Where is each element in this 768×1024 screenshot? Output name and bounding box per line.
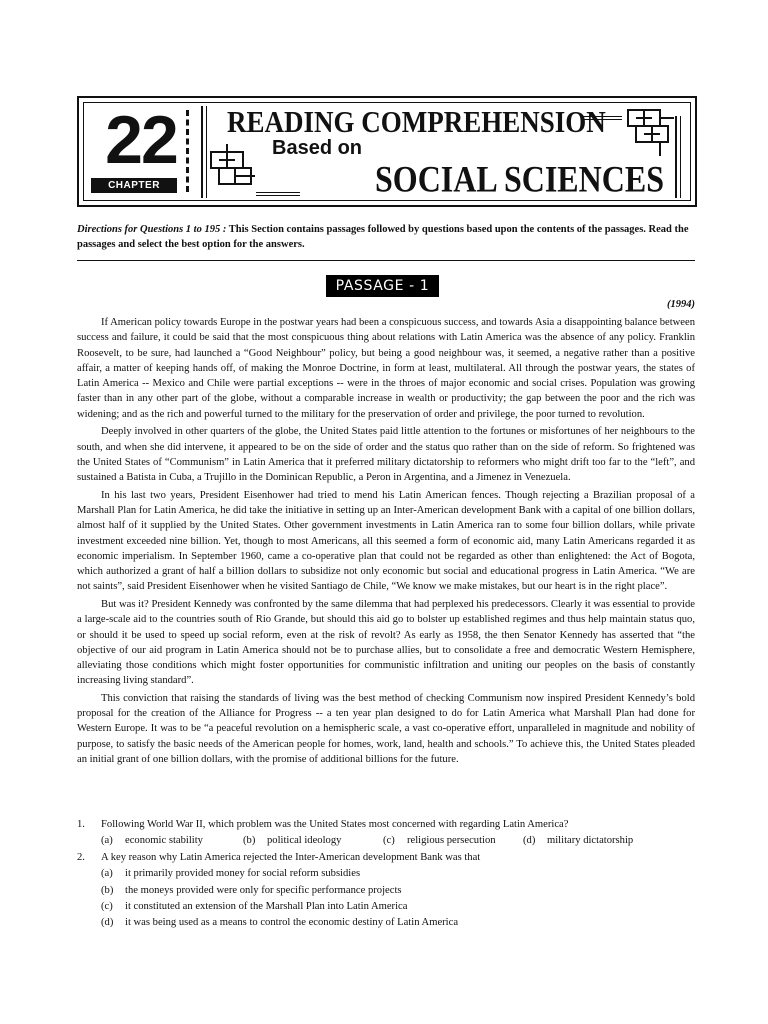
passage-paragraph: If American policy towards Europe in the postwar years had been a conspicuous success, and towards Asia a disappointing balance between success and failure, it could be said that the most conspicuous thing about relations with Latin America was the absence of any policy. Franklin Roosevelt, to be sure, had launched a “Good Neighbour” policy, but being a good neighbour was, it seemed, a negative rather than a positive affair, a matter of keeping hands off, of making the Monroe Doctrine, in form at least, multilateral. All through the postwar years, the states of Latin America -- Mexico and Chile were partial exceptions -- were in the throes of major economic and social crises. Population was growing faster than in any other part of the globe, without a comparable increase in wealth or productivity; the gap between the poor and the rich was widening; and as the rich and powerful turned to the military for the preservation of order and privilege, the poor turned to revolution.	[77, 317, 695, 420]
passage-paragraph: This conviction that raising the standards of living was the best method of checking Communism now inspired President Kennedy’s bold proposal for the creation of the Alliance for Progress -- a ten year plan designed to do for Latin America what Marshall Plan had done for Western Europe. It was to be “a peaceful revolution on a hemispheric scale, a vast co-operative effort, unparalleled in magnitude and nobility of purpose, to satisfy the basic needs of the American people for homes, work, land, health and schools.” To achieve this, the United States pleaded an initial grant of one billion dollars, with the promise of additional billions for the future.	[77, 692, 695, 766]
option-list	[77, 833, 695, 849]
passage-label: PASSAGE - 1	[326, 275, 439, 297]
option-text: the moneys provided were only for specific performance projects	[125, 884, 402, 896]
directions-lead: Directions for Questions 1 to 195 :	[77, 224, 227, 235]
option-letter: (d)	[101, 917, 114, 929]
decor-line	[680, 116, 681, 198]
chapter-number: 22	[105, 102, 177, 178]
option-item[interactable]	[77, 915, 695, 931]
title-reading-comprehension: READING COMPREHENSION	[227, 104, 606, 139]
directions-text: This Section contains passages followed by questions based upon the contents of the passages. Read the passages and select the best option for the answers.	[77, 224, 689, 250]
decor-line	[256, 192, 300, 193]
option-item[interactable]	[523, 833, 633, 849]
passage-body	[77, 315, 695, 770]
passage-paragraph: But was it? President Kennedy was confronted by the same dilemma that had perplexed his predecessors. Clearly it was essential to provide a large-scale aid to the countries south of Rio Grande, but should this aid go to bolster up established regimes and thus help maintain status quo, or should it be used to speed up social reform, even at the risk of revolt? As early as 1958, the then Senator Kennedy has asserted that “the objective of our aid program in Latin America should not be to purchase allies, but to consolidate a free and democratic Western Hemisphere, alleviating those conditions which might foster opportunities for communistic infiltration and uniting our peoples on the basis of constantly increasing living standard”.	[77, 598, 695, 687]
chapter-label: CHAPTER	[91, 178, 177, 193]
option-letter: (b)	[101, 884, 114, 896]
question-number: 2.	[77, 851, 85, 863]
title-social-sciences: SOCIAL SCIENCES	[375, 158, 664, 200]
option-letter: (a)	[101, 835, 113, 847]
dashed-divider	[186, 110, 189, 192]
option-text: political ideology	[267, 835, 342, 847]
question-item	[77, 817, 695, 833]
question-number: 1.	[77, 819, 85, 830]
divider-rule	[77, 260, 695, 261]
option-text: religious persecution	[407, 835, 496, 847]
option-item[interactable]	[77, 883, 695, 899]
option-letter: (c)	[101, 901, 113, 913]
questions	[77, 817, 695, 932]
option-item[interactable]	[383, 833, 523, 849]
question-text: Following World War II, which problem was the United States most concerned with regarding Latin America?	[101, 819, 569, 830]
option-text: economic stability	[125, 835, 203, 847]
passage-paragraph: In his last two years, President Eisenhower had tried to mend his Latin American fences. Though rejecting a Brazilian proposal of a Marshall Plan for Latin America, he did take the initiative in setting up an Inter-American development Bank with a capital of one billion dollars, almost half of it supplied by the United States. Other government investments in Latin America ran to some four billion dollars, while private investment exceeded nine billion. Yet, though to most Americans, all this seemed a form of economic aid, many Latin Americans regarded it as economic imperialism. In September 1960, came a co-operative plan that could not be regarded as other than enlightened: the Act of Bogota, which authorized a grant of half a billion dollars to subsidize not only economic but social and educational progress in Latin America. “We are not saints”, said President Eisenhower when he visited Santiago de Chile, “We know we make mistakes, but our heart is in the right place”.	[77, 489, 695, 593]
chapter-header	[77, 96, 697, 207]
decor-line	[201, 106, 203, 198]
option-text: it primarily provided money for social reform subsidies	[125, 868, 361, 880]
key-knot-ornament-left	[207, 138, 257, 198]
title-based-on: Based on	[272, 137, 363, 159]
option-letter: (a)	[101, 868, 113, 880]
option-item[interactable]	[101, 833, 243, 849]
option-item[interactable]	[77, 866, 695, 882]
option-text: military dictatorship	[547, 835, 634, 847]
passage-year: (1994)	[667, 299, 695, 310]
key-knot-ornament-right	[622, 104, 676, 160]
option-letter: (c)	[383, 835, 395, 847]
option-text: it was being used as a means to control the economic destiny of Latin America	[125, 917, 459, 929]
decor-line	[256, 195, 300, 196]
question-item	[77, 850, 695, 866]
option-item[interactable]	[243, 833, 383, 849]
option-letter: (b)	[243, 835, 256, 847]
option-letter: (d)	[523, 835, 536, 847]
option-text: it constituted an extension of the Marshall Plan into Latin America	[125, 901, 408, 913]
directions	[77, 222, 695, 252]
question-text: A key reason why Latin America rejected the Inter-American development Bank was that	[101, 851, 481, 863]
option-list	[77, 866, 695, 932]
passage-paragraph: Deeply involved in other quarters of the globe, the United States paid little attention to the fortunes or misfortunes of her neighbours to the south, and when she did intervene, it appeared to be on the side of order and the status quo rather than on the side of reform. So frightened was the United States of “Communism” in Latin America that it preferred military dictatorship to reformers who might drift too far to the “left”, and sustained a Batista in Cuba, a Trujillo in the Dominican Republic, a Peron in Argentina, and a Jimenez in Venezuela.	[77, 426, 695, 484]
option-item[interactable]	[77, 899, 695, 915]
